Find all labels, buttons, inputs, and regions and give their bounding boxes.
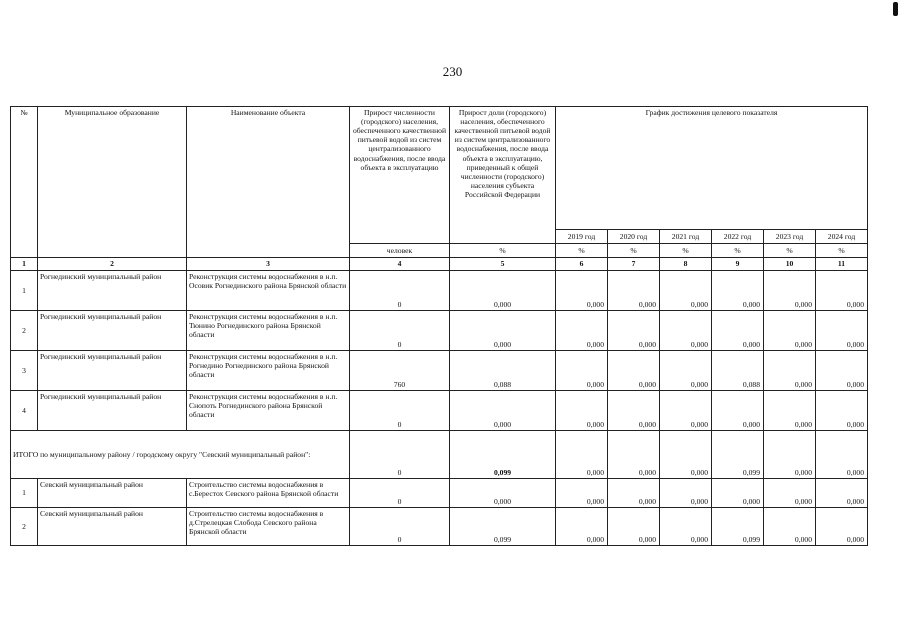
header-year: 2023 год <box>764 230 816 244</box>
row-year-value: 0,000 <box>608 271 660 311</box>
row-object: Реконструкция системы водоснабжения в н.п. Рогнедино Рогнединского района Брянской области <box>187 351 350 391</box>
row-pop: 760 <box>350 351 450 391</box>
header-year: 2022 год <box>712 230 764 244</box>
row-share: 0,000 <box>450 271 556 311</box>
total-label: ИТОГО по муниципальному району / городскому округу "Севский муниципальный район": <box>11 431 350 479</box>
total-year-value: 0,099 <box>712 431 764 479</box>
table-row <box>11 311 868 351</box>
row-year-value: 0,000 <box>608 479 660 508</box>
unit-percent: % <box>816 244 868 258</box>
total-year-value: 0,000 <box>608 431 660 479</box>
column-number: 8 <box>660 258 712 271</box>
total-year-value: 0,000 <box>556 431 608 479</box>
row-year-value: 0,000 <box>660 479 712 508</box>
row-number: 4 <box>11 391 38 431</box>
row-year-value: 0,000 <box>764 311 816 351</box>
unit-percent: % <box>764 244 816 258</box>
row-year-value: 0,000 <box>816 271 868 311</box>
row-year-value: 0,000 <box>608 311 660 351</box>
total-row <box>11 431 868 479</box>
row-year-value: 0,000 <box>556 311 608 351</box>
row-object: Строительство системы водоснабжения в с.Берестох Севского района Брянской области <box>187 479 350 508</box>
column-number: 10 <box>764 258 816 271</box>
row-number: 2 <box>11 508 38 546</box>
row-year-value: 0,099 <box>712 508 764 546</box>
row-year-value: 0,000 <box>712 391 764 431</box>
header-year: 2019 год <box>556 230 608 244</box>
row-object: Строительство системы водоснабжения в д.Стрелецкая Слобода Севского района Брянской области <box>187 508 350 546</box>
column-number: 5 <box>450 258 556 271</box>
header-row <box>11 107 868 230</box>
row-year-value: 0,000 <box>608 351 660 391</box>
total-pop: 0 <box>350 431 450 479</box>
row-year-value: 0,000 <box>660 271 712 311</box>
row-year-value: 0,000 <box>764 271 816 311</box>
total-year-value: 0,000 <box>660 431 712 479</box>
row-year-value: 0,000 <box>764 391 816 431</box>
row-object: Реконструкция системы водоснабжения в н.п. Снопоть Рогнединского района Брянской области <box>187 391 350 431</box>
column-number: 11 <box>816 258 868 271</box>
row-year-value: 0,000 <box>816 351 868 391</box>
row-year-value: 0,000 <box>660 351 712 391</box>
row-pop: 0 <box>350 271 450 311</box>
row-year-value: 0,000 <box>556 351 608 391</box>
row-year-value: 0,000 <box>712 311 764 351</box>
row-object: Реконструкция системы водоснабжения в н.п. Тюнино Рогнединского района Брянской области <box>187 311 350 351</box>
header-schedule: График достижения целевого показателя <box>556 107 868 230</box>
header-no: № <box>11 107 38 258</box>
row-year-value: 0,000 <box>556 479 608 508</box>
row-year-value: 0,000 <box>816 479 868 508</box>
row-year-value: 0,000 <box>816 311 868 351</box>
row-year-value: 0,000 <box>764 479 816 508</box>
row-pop: 0 <box>350 391 450 431</box>
row-municipality: Рогнединский муниципальный район <box>38 271 187 311</box>
row-municipality: Рогнединский муниципальный район <box>38 391 187 431</box>
table-row <box>11 391 868 431</box>
total-year-value: 0,000 <box>764 431 816 479</box>
row-municipality: Севский муниципальный район <box>38 508 187 546</box>
row-year-value: 0,000 <box>712 479 764 508</box>
row-year-value: 0,000 <box>816 508 868 546</box>
header-year: 2024 год <box>816 230 868 244</box>
row-year-value: 0,000 <box>764 351 816 391</box>
row-municipality: Рогнединский муниципальный район <box>38 351 187 391</box>
table-row <box>11 271 868 311</box>
table-row <box>11 508 868 546</box>
table-row <box>11 351 868 391</box>
row-year-value: 0,000 <box>764 508 816 546</box>
row-pop: 0 <box>350 508 450 546</box>
row-share: 0,000 <box>450 391 556 431</box>
row-share: 0,099 <box>450 508 556 546</box>
row-number: 3 <box>11 351 38 391</box>
row-year-value: 0,000 <box>608 508 660 546</box>
total-share: 0,099 <box>450 431 556 479</box>
column-number: 2 <box>38 258 187 271</box>
row-share: 0,000 <box>450 311 556 351</box>
row-year-value: 0,000 <box>816 391 868 431</box>
row-year-value: 0,088 <box>712 351 764 391</box>
row-object: Реконструкция системы водоснабжения в н.п. Осовик Рогнединского района Брянской области <box>187 271 350 311</box>
row-pop: 0 <box>350 311 450 351</box>
unit-percent: % <box>556 244 608 258</box>
unit-percent: % <box>608 244 660 258</box>
row-municipality: Севский муниципальный район <box>38 479 187 508</box>
header-municipality: Муниципальное образование <box>38 107 187 258</box>
row-number: 1 <box>11 271 38 311</box>
table-row <box>11 479 868 508</box>
header-year: 2020 год <box>608 230 660 244</box>
unit-percent: % <box>712 244 764 258</box>
total-year-value: 0,000 <box>816 431 868 479</box>
row-pop: 0 <box>350 479 450 508</box>
row-year-value: 0,000 <box>608 391 660 431</box>
column-number: 3 <box>187 258 350 271</box>
row-share: 0,088 <box>450 351 556 391</box>
unit-people: человек <box>350 244 450 258</box>
edge-mark <box>893 2 898 16</box>
column-number: 1 <box>11 258 38 271</box>
column-numbers-row <box>11 258 868 271</box>
page-number: 230 <box>442 64 463 79</box>
row-year-value: 0,000 <box>660 391 712 431</box>
target-indicator-table <box>10 106 868 546</box>
column-number: 6 <box>556 258 608 271</box>
column-number: 7 <box>608 258 660 271</box>
row-municipality: Рогнединский муниципальный район <box>38 311 187 351</box>
header-share-growth: Прирост доли (городского) населения, обеспеченного качественной питьевой водой из систем централизованного водоснабжения, после ввода объекта в эксплуатацию, приведенный к общей численности (городского) населения субъекта Российской Федерации <box>450 107 556 244</box>
column-number: 4 <box>350 258 450 271</box>
row-year-value: 0,000 <box>556 271 608 311</box>
header-pop-growth: Прирост численности (городского) населения, обеспеченного качественной питьевой водой из систем централизованного водоснабжения, после ввода объекта в эксплуатацию <box>350 107 450 244</box>
row-year-value: 0,000 <box>556 391 608 431</box>
unit-percent: % <box>450 244 556 258</box>
column-number: 9 <box>712 258 764 271</box>
row-number: 2 <box>11 311 38 351</box>
row-year-value: 0,000 <box>712 271 764 311</box>
row-number: 1 <box>11 479 38 508</box>
row-share: 0,000 <box>450 479 556 508</box>
header-object: Наименование объекта <box>187 107 350 258</box>
row-year-value: 0,000 <box>556 508 608 546</box>
row-year-value: 0,000 <box>660 311 712 351</box>
row-year-value: 0,000 <box>660 508 712 546</box>
unit-percent: % <box>660 244 712 258</box>
header-year: 2021 год <box>660 230 712 244</box>
